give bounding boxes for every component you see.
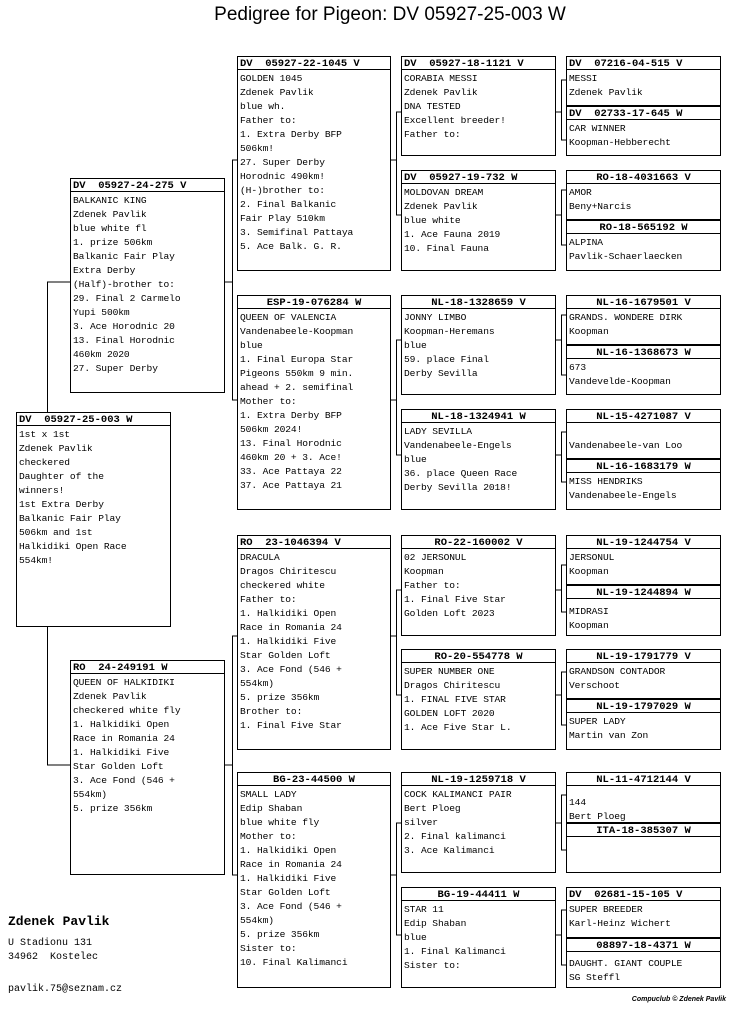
pedigree-line: 29. Final 2 Carmelo	[73, 293, 181, 304]
dam-dam-details	[238, 788, 390, 970]
pedigree-line: GOLDEN LOFT 2020	[404, 708, 495, 719]
sire-ring: DV 05927-24-275 V	[71, 179, 224, 192]
pedigree-line: SUPER BREEDER	[569, 904, 643, 915]
dam-sire-card	[237, 535, 391, 750]
pedigree-line: Verschoot	[569, 680, 620, 691]
pedigree-line: Brother to:	[240, 706, 303, 717]
pedigree-line: GOLDEN 1045	[240, 73, 303, 84]
ddd-ring: BG-19-44411 W	[402, 888, 555, 901]
pedigree-line: Koopman	[569, 566, 609, 577]
pedigree-line: SG Steffl	[569, 972, 620, 983]
pedigree-line: Vandenabeele-Engels	[404, 440, 512, 451]
pedigree-line: 3. Ace Fond (546 +	[73, 775, 175, 786]
g5-card-3	[566, 170, 721, 220]
pedigree-line: 1. Halkidiki Open	[240, 608, 337, 619]
g5-details-2	[567, 122, 720, 150]
dam-dam-ring: BG-23-44500 W	[238, 773, 390, 786]
g5-ring-4: RO-18-565192 W	[567, 221, 720, 234]
g5-ring-8: NL-16-1683179 W	[567, 460, 720, 473]
pedigree-line: Extra Derby	[73, 265, 136, 276]
g5-details-12	[567, 715, 720, 743]
pedigree-line: blue wh.	[240, 101, 286, 112]
dam-ring: RO 24-249191 W	[71, 661, 224, 674]
pedigree-line: 1. Ace Five Star L.	[404, 722, 512, 733]
ssd-card	[401, 170, 556, 271]
pedigree-line: SMALL LADY	[240, 789, 297, 800]
pedigree-line: MIDRASI	[569, 606, 609, 617]
ssd-details	[402, 186, 555, 256]
pedigree-line: Golden Loft 2023	[404, 608, 495, 619]
dam-card	[70, 660, 225, 875]
pedigree-line: 10. Final Kalimanci	[240, 957, 348, 968]
subject-details	[17, 428, 170, 568]
pedigree-line: Bert Ploeg	[404, 803, 461, 814]
owner-address-line-1: U Stadionu 131	[8, 938, 93, 949]
g5-details-5	[567, 311, 720, 339]
pedigree-line: Sister to:	[404, 960, 461, 971]
pedigree-line: 554km)	[240, 915, 274, 926]
pedigree-line: blue white	[404, 215, 461, 226]
sss-card	[401, 56, 556, 156]
pedigree-line: Balkanic Fair Play	[73, 251, 175, 262]
pedigree-line: 1. Final Kalimanci	[404, 946, 506, 957]
pedigree-line: Horodnic 490km!	[240, 171, 325, 182]
g5-details-16	[567, 952, 720, 985]
g5-card-6	[566, 345, 721, 395]
sdd-ring: NL-18-1324941 W	[402, 410, 555, 423]
ssd-ring: DV 05927-19-732 W	[402, 171, 555, 184]
pedigree-line: 673	[569, 362, 586, 373]
pedigree-line: BALKANIC KING	[73, 195, 147, 206]
pedigree-line: Beny+Narcis	[569, 201, 632, 212]
pedigree-line: 3. Semifinal Pattaya	[240, 227, 354, 238]
pedigree-line: AMOR	[569, 187, 592, 198]
dds-details	[402, 788, 555, 858]
dsd-card	[401, 649, 556, 750]
sdd-card	[401, 409, 556, 510]
pedigree-line: 02 JERSONUL	[404, 552, 467, 563]
pedigree-line: SUPER LADY	[569, 716, 626, 727]
pedigree-line: 1. Halkidiki Open	[73, 719, 170, 730]
pedigree-line: Excellent breeder!	[404, 115, 506, 126]
pedigree-line: 144	[569, 797, 586, 808]
pedigree-line: Father to:	[404, 580, 461, 591]
pedigree-line: Father to:	[404, 129, 461, 140]
pedigree-line: Star Golden Loft	[73, 761, 164, 772]
dds-card	[401, 772, 556, 873]
pedigree-line: 1. Halkidiki Five	[240, 636, 337, 647]
pedigree-line: 1st Extra Derby	[19, 499, 104, 510]
pedigree-line: 2. Final Balkanic	[240, 199, 337, 210]
dss-details	[402, 551, 555, 621]
pedigree-line: 5. prize 356km	[240, 929, 320, 940]
sire-sire-details	[238, 72, 390, 254]
pedigree-line: SUPER NUMBER ONE	[404, 666, 495, 677]
pedigree-line: Daughter of the	[19, 471, 104, 482]
pedigree-line: Koopman	[404, 566, 444, 577]
owner-block	[8, 914, 122, 997]
pedigree-line: 1. Final Five Star	[404, 594, 506, 605]
pedigree-line: Father to:	[240, 594, 297, 605]
pedigree-line: silver	[404, 817, 438, 828]
g5-ring-9: NL-19-1244754 V	[567, 536, 720, 549]
pedigree-line: 1. prize 506km	[73, 237, 153, 248]
g5-details-11	[567, 665, 720, 693]
pedigree-line: Derby Sevilla 2018!	[404, 482, 512, 493]
pedigree-line: Karl-Heinz Wichert	[569, 918, 671, 929]
pedigree-line: 1. Extra Derby BFP	[240, 410, 342, 421]
g5-ring-15: DV 02681-15-105 V	[567, 888, 720, 901]
pedigree-line: 27. Super Derby	[240, 157, 325, 168]
dss-ring: RO-22-160002 V	[402, 536, 555, 549]
pedigree-line: Bert Ploeg	[569, 811, 626, 822]
dsd-details	[402, 665, 555, 735]
dam-details	[71, 676, 224, 816]
g5-details-1	[567, 72, 720, 100]
pedigree-line: GRANDS. WONDERE DIRK	[569, 312, 683, 323]
subject-pigeon-card	[16, 412, 171, 627]
pedigree-line: Dragos Chiritescu	[404, 680, 501, 691]
page-title: Pedigree for Pigeon: DV 05927-25-003 W	[214, 4, 566, 25]
pedigree-line: 3. Ace Kalimanci	[404, 845, 495, 856]
owner-name: Zdenek Pavlik	[8, 914, 110, 929]
pedigree-line: blue	[404, 454, 427, 465]
pedigree-line: Martin van Zon	[569, 730, 649, 741]
pedigree-line: QUEEN OF VALENCIA	[240, 312, 337, 323]
pedigree-line: 506km!	[240, 143, 274, 154]
pedigree-line: CORABIA MESSI	[404, 73, 478, 84]
pedigree-line: 1. Halkidiki Open	[240, 845, 337, 856]
pedigree-line: Koopman	[569, 326, 609, 337]
pedigree-line: 1. Final Europa Star	[240, 354, 354, 365]
pedigree-line: MISS HENDRIKS	[569, 476, 643, 487]
pedigree-line: CAR WINNER	[569, 123, 626, 134]
pedigree-line: 1. Halkidiki Five	[73, 747, 170, 758]
sire-dam-details	[238, 311, 390, 493]
pedigree-line: Race in Romania 24	[240, 622, 342, 633]
pedigree-line: Fair Play 510km	[240, 213, 325, 224]
pedigree-line: 3. Ace Horodnic 20	[73, 321, 175, 332]
pedigree-line: Koopman	[569, 620, 609, 631]
sds-card	[401, 295, 556, 395]
pedigree-line: Zdenek Pavlik	[73, 209, 147, 220]
sds-ring: NL-18-1328659 V	[402, 296, 555, 309]
sire-dam-card	[237, 295, 391, 510]
pedigree-line: Zdenek Pavlik	[240, 87, 314, 98]
subject-ring: DV 05927-25-003 W	[17, 413, 170, 426]
pedigree-line: Vandevelde-Koopman	[569, 376, 671, 387]
pedigree-line: 460km 20 + 3. Ace!	[240, 452, 342, 463]
pedigree-line: blue	[404, 340, 427, 351]
ddd-card	[401, 887, 556, 988]
pedigree-line: Sister to:	[240, 943, 297, 954]
pedigree-line: MOLDOVAN DREAM	[404, 187, 484, 198]
sire-details	[71, 194, 224, 376]
pedigree-line: STAR 11	[404, 904, 444, 915]
g5-card-12	[566, 699, 721, 750]
pedigree-line: 3. Ace Fond (546 +	[240, 664, 342, 675]
pedigree-line: 1st x 1st	[19, 429, 70, 440]
pedigree-line: Vandenabeele-Koopman	[240, 326, 354, 337]
dam-sire-ring: RO 23-1046394 V	[238, 536, 390, 549]
g5-card-5	[566, 295, 721, 345]
pedigree-line: blue white fly	[240, 817, 320, 828]
pedigree-line: 460km 2020	[73, 349, 130, 360]
dam-sire-details	[238, 551, 390, 733]
pedigree-line: 10. Final Fauna	[404, 243, 489, 254]
g5-details-13	[567, 786, 720, 823]
g5-details-4	[567, 236, 720, 264]
pedigree-line: 13. Final Horodnic	[73, 335, 175, 346]
g5-ring-2: DV 02733-17-645 W	[567, 107, 720, 120]
pedigree-line: 36. place Queen Race	[404, 468, 518, 479]
pedigree-line: Mother to:	[240, 831, 297, 842]
pedigree-line: checkered white	[240, 580, 325, 591]
sss-details	[402, 72, 555, 142]
owner-email: pavlik.75@seznam.cz	[8, 984, 123, 995]
pedigree-line: LADY SEVILLA	[404, 426, 472, 437]
g5-card-4	[566, 220, 721, 271]
g5-details-8	[567, 475, 720, 503]
pedigree-line: Pavlik-Schaerlaecken	[569, 251, 683, 262]
sdd-details	[402, 425, 555, 495]
g5-ring-16: 08897-18-4371 W	[567, 939, 720, 952]
pedigree-line: 554km!	[19, 555, 53, 566]
g5-card-16	[566, 938, 721, 988]
dds-ring: NL-19-1259718 V	[402, 773, 555, 786]
pedigree-line: 33. Ace Pattaya 22	[240, 466, 342, 477]
pedigree-line: Zdenek Pavlik	[19, 443, 93, 454]
pedigree-line: Yupi 500km	[73, 307, 130, 318]
pedigree-line: 5. Ace Balk. G. R.	[240, 241, 342, 252]
g5-card-8	[566, 459, 721, 510]
g5-card-14	[566, 823, 721, 873]
sds-details	[402, 311, 555, 381]
g5-ring-1: DV 07216-04-515 V	[567, 57, 720, 70]
pedigree-line: Balkanic Fair Play	[19, 513, 121, 524]
pedigree-line: checkered white fly	[73, 705, 181, 716]
pedigree-line: MESSI	[569, 73, 598, 84]
footer-credit: Compuclub © Zdenek Pavlik	[631, 996, 726, 1003]
sire-sire-card	[237, 56, 391, 271]
g5-ring-10: NL-19-1244894 W	[567, 586, 720, 599]
pedigree-line: 506km 2024!	[240, 424, 303, 435]
pedigree-line: 1. Ace Fauna 2019	[404, 229, 501, 240]
pedigree-line: ahead + 2. semifinal	[240, 382, 354, 393]
g5-details-7	[567, 423, 720, 453]
g5-card-7	[566, 409, 721, 459]
pedigree-line: Race in Romania 24	[240, 859, 342, 870]
pedigree-line: 37. Ace Pattaya 21	[240, 480, 342, 491]
pedigree-line: 1. FINAL FIVE STAR	[404, 694, 506, 705]
pedigree-line: (Half)-brother to:	[73, 279, 175, 290]
g5-card-1	[566, 56, 721, 106]
pedigree-line: Edip Shaban	[240, 803, 303, 814]
pedigree-line: 5. prize 356km	[240, 692, 320, 703]
pedigree-line: Zdenek Pavlik	[73, 691, 147, 702]
pedigree-line: blue white fl	[73, 223, 147, 234]
pedigree-line: Race in Romania 24	[73, 733, 175, 744]
g5-ring-5: NL-16-1679501 V	[567, 296, 720, 309]
pedigree-line: (H-)brother to:	[240, 185, 325, 196]
pedigree-line: JONNY LIMBO	[404, 312, 467, 323]
pedigree-line: 3. Ace Fond (546 +	[240, 901, 342, 912]
sire-card	[70, 178, 225, 393]
pedigree-line: ALPINA	[569, 237, 603, 248]
pedigree-line: JERSONUL	[569, 552, 615, 563]
sire-dam-ring: ESP-19-076284 W	[238, 296, 390, 309]
pedigree-line: DNA TESTED	[404, 101, 461, 112]
g5-ring-3: RO-18-4031663 V	[567, 171, 720, 184]
g5-details-15	[567, 903, 720, 931]
pedigree-line: Father to:	[240, 115, 297, 126]
pedigree-line: Vandenabeele-van Loo	[569, 440, 683, 451]
pedigree-line: GRANDSON CONTADOR	[569, 666, 666, 677]
pedigree-line: 506km and 1st	[19, 527, 93, 538]
pedigree-line: 2. Final kalimanci	[404, 831, 506, 842]
pedigree-line: 1. Extra Derby BFP	[240, 129, 342, 140]
pedigree-line: 1. Final Five Star	[240, 720, 342, 731]
pedigree-line: DRACULA	[240, 552, 280, 563]
g5-details-6	[567, 361, 720, 389]
g5-details-10	[567, 599, 720, 633]
g5-card-13	[566, 772, 721, 823]
pedigree-line: Star Golden Loft	[240, 887, 331, 898]
pedigree-line: 59. place Final	[404, 354, 489, 365]
ddd-details	[402, 903, 555, 973]
pedigree-line: QUEEN OF HALKIDIKI	[73, 677, 175, 688]
pedigree-line: 5. prize 356km	[73, 803, 153, 814]
g5-ring-6: NL-16-1368673 W	[567, 346, 720, 359]
g5-card-10	[566, 585, 721, 636]
owner-address-line-2: 34962 Kostelec	[8, 952, 99, 963]
dss-card	[401, 535, 556, 636]
g5-ring-14: ITA-18-385307 W	[567, 824, 720, 837]
sss-ring: DV 05927-18-1121 V	[402, 57, 555, 70]
g5-ring-13: NL-11-4712144 V	[567, 773, 720, 786]
pedigree-line: Vandenabeele-Engels	[569, 490, 677, 501]
g5-details-3	[567, 186, 720, 214]
g5-ring-7: NL-15-4271087 V	[567, 410, 720, 423]
pedigree-line: Star Golden Loft	[240, 650, 331, 661]
pedigree-line: Zdenek Pavlik	[404, 201, 478, 212]
dam-dam-card	[237, 772, 391, 988]
pedigree-line: COCK KALIMANCI PAIR	[404, 789, 512, 800]
g5-ring-12: NL-19-1797029 W	[567, 700, 720, 713]
sire-sire-ring: DV 05927-22-1045 V	[238, 57, 390, 70]
pedigree-line: Dragos Chiritescu	[240, 566, 337, 577]
g5-card-2	[566, 106, 721, 156]
pedigree-line: Mother to:	[240, 396, 297, 407]
pedigree-line: DAUGHT. GIANT COUPLE	[569, 958, 683, 969]
g5-card-9	[566, 535, 721, 585]
g5-details-9	[567, 551, 720, 579]
pedigree-line: Pigeons 550km 9 min.	[240, 368, 354, 379]
pedigree-line: winners!	[19, 485, 65, 496]
pedigree-line: 554km)	[73, 789, 107, 800]
pedigree-line: Halkidiki Open Race	[19, 541, 127, 552]
pedigree-line: Koopman-Heremans	[404, 326, 495, 337]
pedigree-line: blue	[240, 340, 263, 351]
pedigree-line: checkered	[19, 457, 70, 468]
pedigree-line: blue	[404, 932, 427, 943]
pedigree-line: Edip Shaban	[404, 918, 467, 929]
g5-ring-11: NL-19-1791779 V	[567, 650, 720, 663]
pedigree-line: Zdenek Pavlik	[569, 87, 643, 98]
g5-card-15	[566, 887, 721, 938]
g5-card-11	[566, 649, 721, 699]
pedigree-line: 554km)	[240, 678, 274, 689]
pedigree-line: Derby Sevilla	[404, 368, 478, 379]
pedigree-line: Koopman-Hebberecht	[569, 137, 671, 148]
pedigree-line: 27. Super Derby	[73, 363, 158, 374]
pedigree-line: 13. Final Horodnic	[240, 438, 342, 449]
dsd-ring: RO-20-554778 W	[402, 650, 555, 663]
pedigree-line: Zdenek Pavlik	[404, 87, 478, 98]
pedigree-line: 1. Halkidiki Five	[240, 873, 337, 884]
